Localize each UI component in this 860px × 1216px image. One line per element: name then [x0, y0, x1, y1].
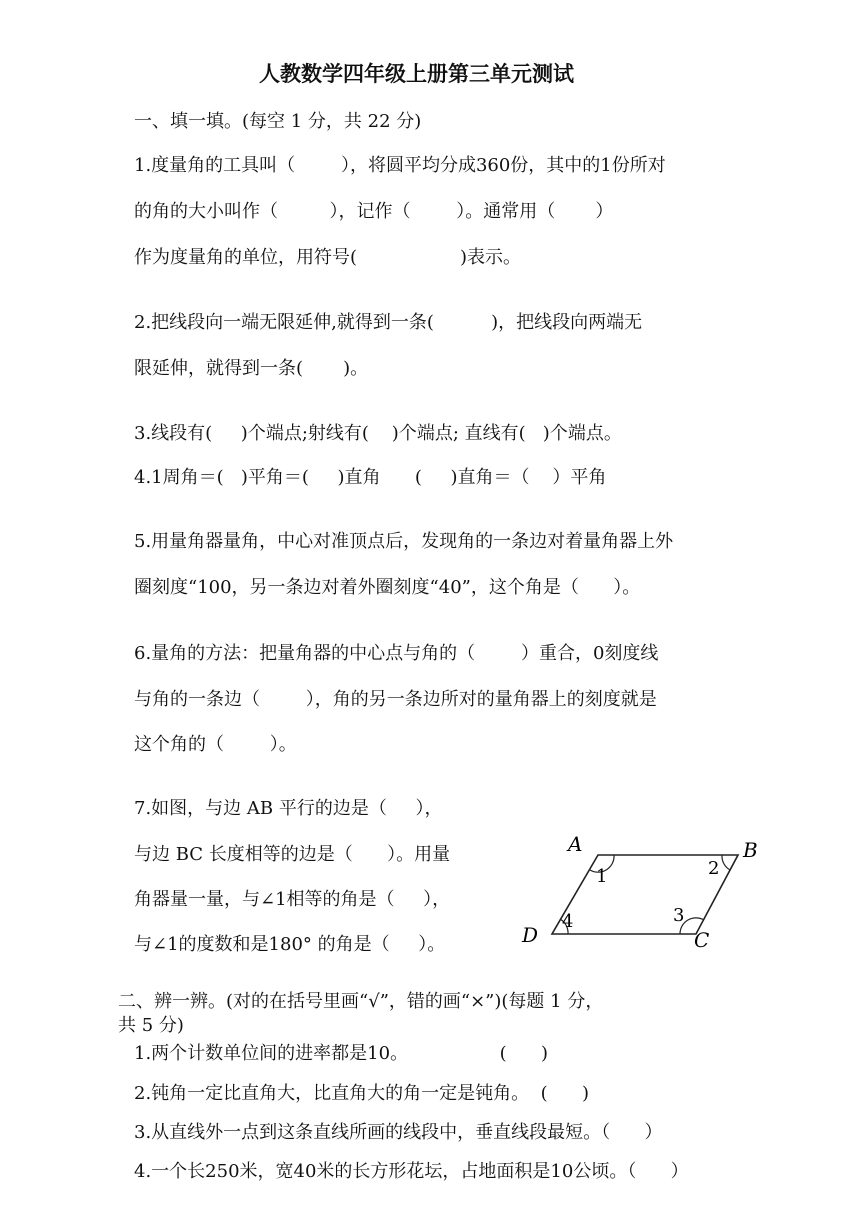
judge-item-2: 2.钝角一定比直角大，比直角大的角一定是钝角。 ( ) [134, 1083, 589, 1104]
question-1-line-3: 作为度量角的单位，用符号( )表示。 [134, 247, 522, 268]
judge-item-3: 3.从直线外一点到这条直线所画的线段中，垂直线段最短。（ ） [134, 1122, 663, 1143]
judge-item-4: 4.一个长250米，宽40米的长方形花坛，占地面积是10公顷。（ ） [134, 1161, 689, 1182]
section1-header: 一、填一填。(每空 1 分，共 22 分) [134, 111, 422, 132]
angle-label-4: 4 [562, 911, 574, 932]
vertex-label-d: D [522, 923, 539, 947]
angle-label-2: 2 [708, 858, 720, 879]
question-7-line-3: 角器量一量，与∠1相等的角是（ ）， [134, 889, 451, 910]
question-7-line-4: 与∠1的度数和是180° 的角是（ ）。 [134, 934, 446, 955]
question-7-line-2: 与边 BC 长度相等的边是（ ）。用量 [134, 844, 451, 865]
vertex-label-b: B [743, 838, 758, 862]
angle-label-1: 1 [596, 866, 608, 887]
section2-header-line-2: 共 5 分) [118, 1015, 184, 1036]
question-7-line-1: 7.如图，与边 AB 平行的边是（ ）， [134, 798, 443, 819]
question-1-line-2: 的角的大小叫作（ ），记作（ ）。通常用（ ） [134, 201, 614, 222]
question-6-line-3: 这个角的（ ）。 [134, 734, 297, 755]
question-5-line-2: 圈刻度“100，另一条边对着外圈刻度“40”，这个角是（ ）。 [134, 577, 641, 598]
judge-item-1: 1.两个计数单位间的进率都是10。 ( ) [134, 1043, 548, 1064]
question-5-line-1: 5.用量角器量角，中心对准顶点后，发现角的一条边对着量角器上外 [134, 531, 674, 552]
page-title: 人教数学四年级上册第三单元测试 [259, 62, 574, 86]
vertex-label-a: A [568, 832, 583, 856]
question-6-line-2: 与角的一条边（ ），角的另一条边所对的量角器上的刻度就是 [134, 689, 657, 710]
angle-2-arc [722, 855, 730, 870]
vertex-label-c: C [694, 928, 710, 952]
question-1-line-1: 1.度量角的工具叫（ ），将圆平均分成360份，其中的1份所对 [134, 155, 666, 176]
parallelogram-figure [510, 826, 780, 956]
question-4: 4.1周角＝( )平角＝( )直角 ( )直角＝（ ）平角 [134, 467, 607, 488]
section2-header-line-1: 二、辨一辨。(对的在括号里画“√”，错的画“×”)(每题 1 分， [118, 991, 604, 1012]
question-3: 3.线段有( )个端点;射线有( )个端点; 直线有( )个端点。 [134, 423, 622, 444]
angle-label-3: 3 [673, 905, 685, 926]
question-2-line-1: 2.把线段向一端无限延伸,就得到一条( )，把线段向两端无 [134, 312, 643, 333]
question-6-line-1: 6.量角的方法：把量角器的中心点与角的（ ）重合，0刻度线 [134, 643, 659, 664]
question-2-line-2: 限延伸，就得到一条( )。 [134, 358, 369, 379]
